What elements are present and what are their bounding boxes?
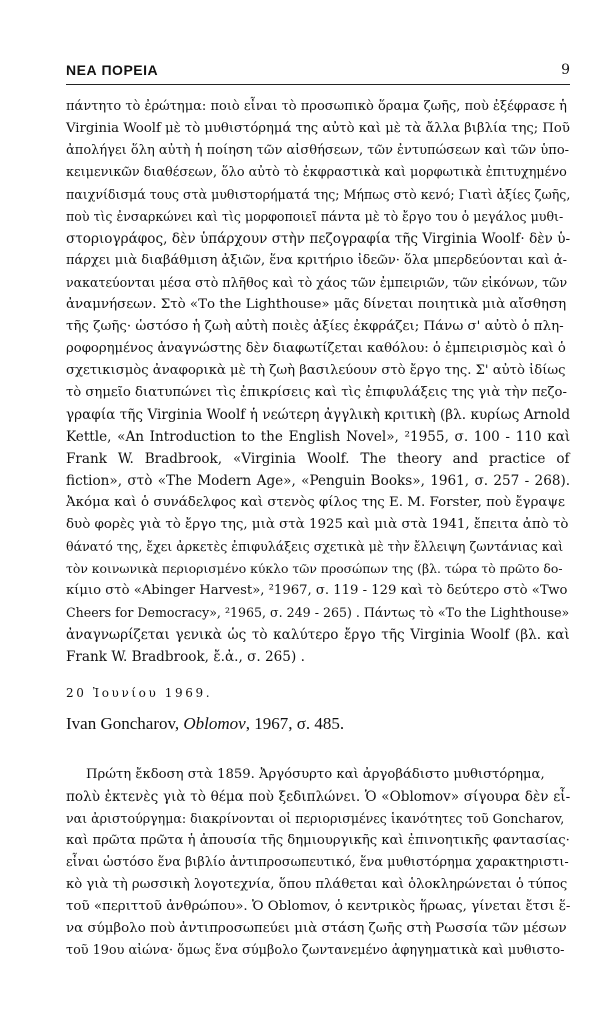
text-line: πάντητο τὸ ἐρώτημα: ποιὸ εἶναι τὸ προσωπικὸ ὅραμα ζωῆς, ποὺ ἐξέφρασε ἡ (66, 99, 567, 114)
text-line: ἀναγνωρίζεται γενικὰ ὡς τὸ καλύτερο ἔργο τῆς Virginia Woolf (βλ. καὶ (66, 627, 570, 643)
text-line: ἀναμνήσεων. Στὸ «Το the Lighthouse» μᾶς δίνεται ποιητικὰ μιὰ αἴσθηση (66, 297, 567, 312)
text-line: τοῦ 19ου αἰώνα· ὅμως ἕνα σύμβολο ζωντανεμένο ἀφηγηματικὰ καὶ μυθιστο- (66, 943, 565, 958)
text-line: να σύμβολο ποὺ ἀντιπροσωπεύει μιὰ στάση ζωῆς στὴ Ρωσσία τῶν μέσων (66, 921, 567, 936)
text-line: ναι ἀριστούργημα: διακρίνονται οἱ περιορισμένες ἱκανότητες τοῦ Goncharov, (66, 811, 565, 826)
text-line: σχετικισμὸς ἀναφορικὰ μὲ τὴ ζωὴ βασιλεύουν στὸ ἔργο της. Σ' αὐτὸ ἰδίως (66, 363, 566, 378)
text-line: τῆς ζωῆς· ὡστόσο ἡ ζωὴ αὐτὴ ποιὲς ἀξίες ἐκφράζει; Πάνω σ' αὐτὸ ὁ πλη- (66, 319, 564, 334)
text-line: τὸν κοινωνικὰ περιορισμένο κύκλο τῶν προσώπων της (βλ. τώρα τὸ πρῶτο δο- (66, 561, 563, 576)
paragraph-oblomov (66, 764, 570, 962)
text-line: πολὺ ἐκτενὲς γιὰ τὸ θέμα ποὺ ξεδιπλώνει. Ὁ «Oblomov» σίγουρα δὲν εἶ- (66, 789, 571, 805)
text-line: εἶναι ὡστόσο ἕνα βιβλίο ἀντιπροσωπευτικό, ἕνα μυθιστόρημα χαρακτηριστι- (66, 855, 569, 870)
text-line: στοριογράφος, δὲν ὑπάρχουν στὴν πεζογραφία τῆς Virginia Woolf· δὲν ὑ- (66, 231, 571, 247)
text-line: δυὸ φορὲς γιὰ τὸ ἔργο της, μιὰ στὰ 1925 καὶ μιὰ στὰ 1941, ἔπειτα ἀπὸ τὸ (66, 517, 569, 532)
text-line: πάρχει μιὰ διαβάθμιση ἀξιῶν, ἕνα κριτήριο ἰδεῶν· ὅλα μπερδεύονται καὶ ἀ- (66, 253, 568, 268)
page-header (66, 62, 570, 85)
text-line: τὸ σημεῖο διατυπώνει τὶς ἐπικρίσεις καὶ τὶς ἐπιφυλάξεις της γιὰ τὴν πεζο- (66, 385, 567, 400)
text-line: Virginia Woolf μὲ τὸ μυθιστόρημά της αὐτὸ καὶ μὲ τὰ ἄλλα βιβλία της; Ποῦ (66, 121, 570, 136)
citation-title: Oblomov (183, 714, 246, 733)
text-line: ἀπολήγει ὅλη αὐτὴ ἡ ποίηση τῶν αἰσθήσεων, τῶν ἐντυπώσεων καὶ τῶν ὑπο- (66, 143, 570, 158)
text-line: Frank W. Bradbrook, ἔ.ἀ., σ. 265) . (66, 649, 305, 665)
text-line: παιχνίδισμά τους στὰ μυθιστορήματά της; Μήπως στὸ κενό; Γιατὶ ἀξίες ζωῆς, (66, 187, 571, 202)
text-line: fiction», στὸ «The Modern Age», «Penguin Books», 1961, σ. 257 - 268). (66, 473, 571, 489)
journal-title: ΝΕΑ ΠΟΡΕΙΑ (66, 62, 159, 78)
text-line: τοῦ «περιττοῦ ἀνθρώπου». Ὁ Oblomov, ὁ κεντρικὸς ἥρωας, γίνεται ἔτσι ἕ- (66, 899, 571, 914)
text-line: κίμιο στὸ «Abinger Harvest», ²1967, σ. 119 - 129 καὶ τὸ δεύτερο στὸ «Two (66, 583, 568, 598)
page-number: 9 (561, 62, 570, 78)
text-line: ροφορημένος ἀναγνώστης δὲν διαφωτίζεται καθόλου: ὁ ἐμπειρισμὸς καὶ ὁ (66, 341, 566, 356)
text-line: γραφία τῆς Virginia Woolf ἡ νεώτερη ἀγγλικὴ κριτικὴ (βλ. κυρίως Arnold (66, 407, 571, 423)
text-line: Cheers for Democracy», ²1965, σ. 249 - 265) . Πάντως τὸ «Το the Lighthouse» (66, 605, 570, 620)
citation-details: , 1967, σ. 485. (245, 714, 345, 733)
text-line: Kettle, «An Introduction to the English Novel», ²1955, σ. 100 - 110 καὶ (66, 429, 571, 445)
entry-date: 20 Ἰουνίου 1969. (66, 686, 213, 700)
text-line: κειμενικῶν διαθέσεων, ὅλο αὐτὸ τὸ ἐκφραστικὰ καὶ μορφωτικὰ ἐπιτυχημένο (66, 165, 567, 180)
paragraph-woolf (66, 96, 570, 668)
text-line: κὸ γιὰ τὴ ρωσσικὴ λογοτεχνία, ὅπου πλάθεται καὶ ὁλοκληρώνεται ὁ τύπος (66, 877, 568, 892)
text-line: ποὺ τὶς ἐνσαρκώνει καὶ τὶς μορφοποιεῖ πάντα μὲ τὸ ἔργο του ὁ μεγάλος μυθι- (66, 209, 564, 224)
text-line: Ἀκόμα καὶ ὁ συνάδελφος καὶ στενὸς φίλος της E. M. Forster, ποὺ ἔγραψε (66, 495, 565, 510)
text-line: Πρώτη ἔκδοση στὰ 1859. Ἀργόσυρτο καὶ ἀργοβάδιστο μυθιστόρημα, (86, 767, 545, 782)
citation-author: Ivan Goncharov, (66, 714, 180, 733)
book-citation (66, 714, 344, 734)
text-line: θάνατό της, ἔχει ἀρκετὲς ἐπιφυλάξεις σχετικὰ μὲ τὴν ἔλλειψη ζωντάνιας καὶ (66, 539, 564, 554)
text-line: καὶ πρῶτα πρῶτα ἡ ἀπουσία τῆς δημιουργικῆς καὶ ἐπινοητικῆς φαντασίας· (66, 833, 570, 848)
text-line: Frank W. Bradbrook, «Virginia Woolf. The theory and practice of (66, 451, 570, 467)
text-line: νακατεύονται μέσα στὸ πλῆθος καὶ τὸ χάος τῶν ἐμπειριῶν, τῶν εἰκόνων, τῶν (66, 275, 568, 290)
